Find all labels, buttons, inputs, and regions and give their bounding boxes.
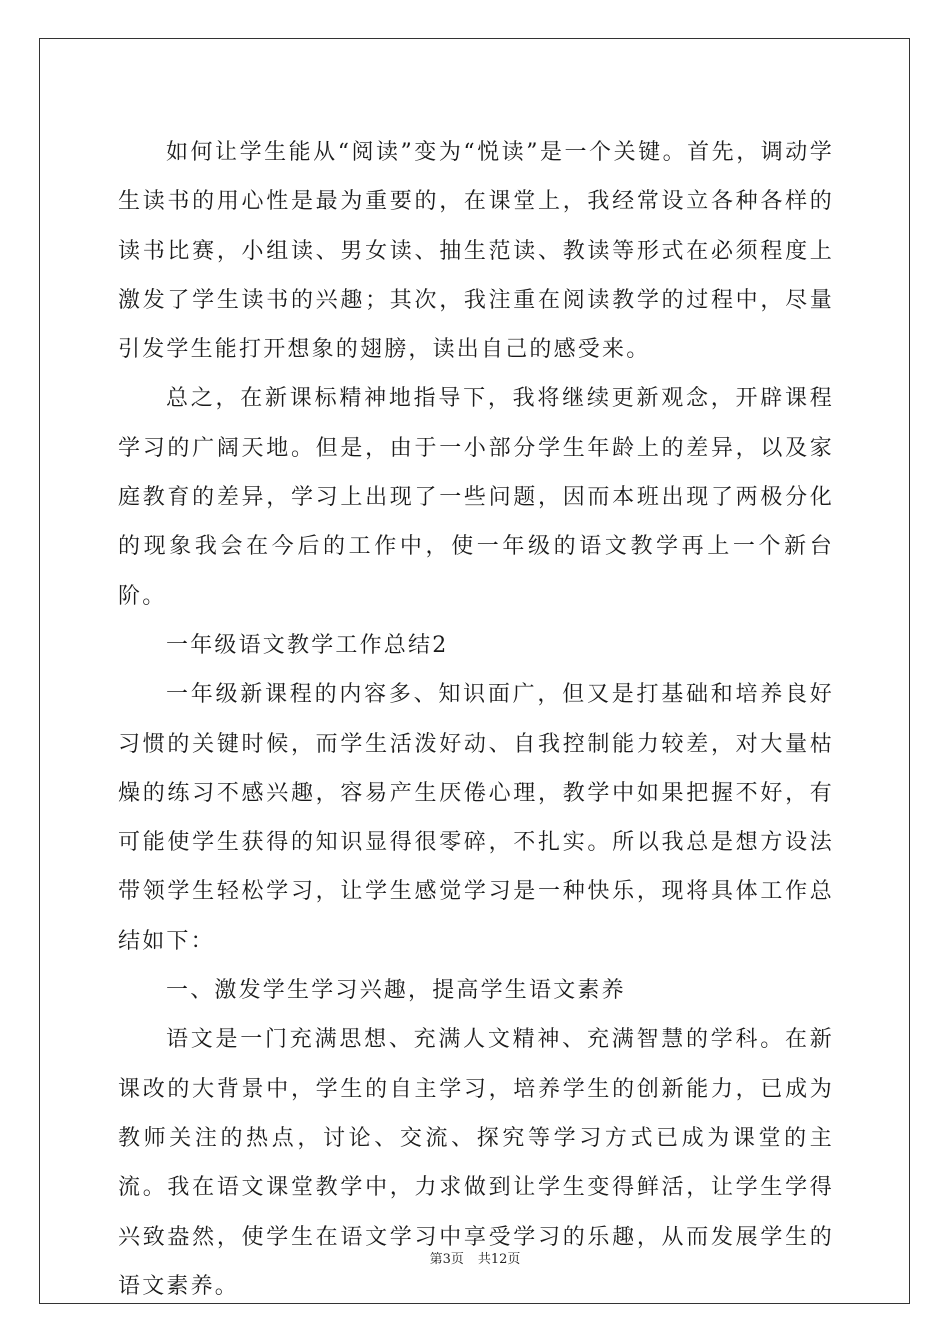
total-page-count: 共12页: [477, 1252, 521, 1267]
heading-stimulate-interest: 一、激发学生学习兴趣，提高学生语文素养: [166, 978, 626, 1004]
document-body: [118, 128, 834, 1311]
current-page-number: 第3页: [429, 1252, 464, 1267]
paragraph-conclusion: 总之，在新课标精神地指导下，我将继续更新观念，开辟课程学习的广阔天地。但是，由于一小部分学生年龄上的差异，以及家庭教育的差异，学习上出现了一些问题，因而本班出现了两极分化的现象我会在今后的工作中，使一年级的语文教学再上一个新台阶。: [118, 386, 834, 609]
paragraph-reading-interest: 如何让学生能从“阅读”变为“悦读”是一个关键。首先，调动学生读书的用心性是最为重要的，在课堂上，我经常设立各种各样的读书比赛，小组读、男女读、抽生范读、教读等形式在必须程度上激发了学生读书的兴趣；其次，我注重在阅读教学的过程中，尽量引发学生能打开想象的翅膀，读出自己的感受来。: [118, 140, 834, 363]
page-footer: [0, 1248, 950, 1267]
paragraph-new-curriculum: 一年级新课程的内容多、知识面广，但又是打基础和培养良好习惯的关键时候，而学生活泼好动、自我控制能力较差，对大量枯燥的练习不感兴趣，容易产生厌倦心理，教学中如果把握不好，有可能使学生获得的知识显得很零碎，不扎实。所以我总是想方设法带领学生轻松学习，让学生感觉学习是一种快乐，现将具体工作总结如下：: [118, 682, 834, 954]
paragraph-chinese-subject: 语文是一门充满思想、充满人文精神、充满智慧的学科。在新课改的大背景中，学生的自主学习，培养学生的创新能力，已成为教师关注的热点，讨论、交流、探究等学习方式已成为课堂的主流。我在语文课堂教学中，力求做到让学生变得鲜活，让学生学得兴致盎然，使学生在语文学习中享受学习的乐趣，从而发展学生的语文素养。: [118, 1027, 834, 1299]
section-title-summary-2: 一年级语文教学工作总结2: [166, 632, 449, 658]
